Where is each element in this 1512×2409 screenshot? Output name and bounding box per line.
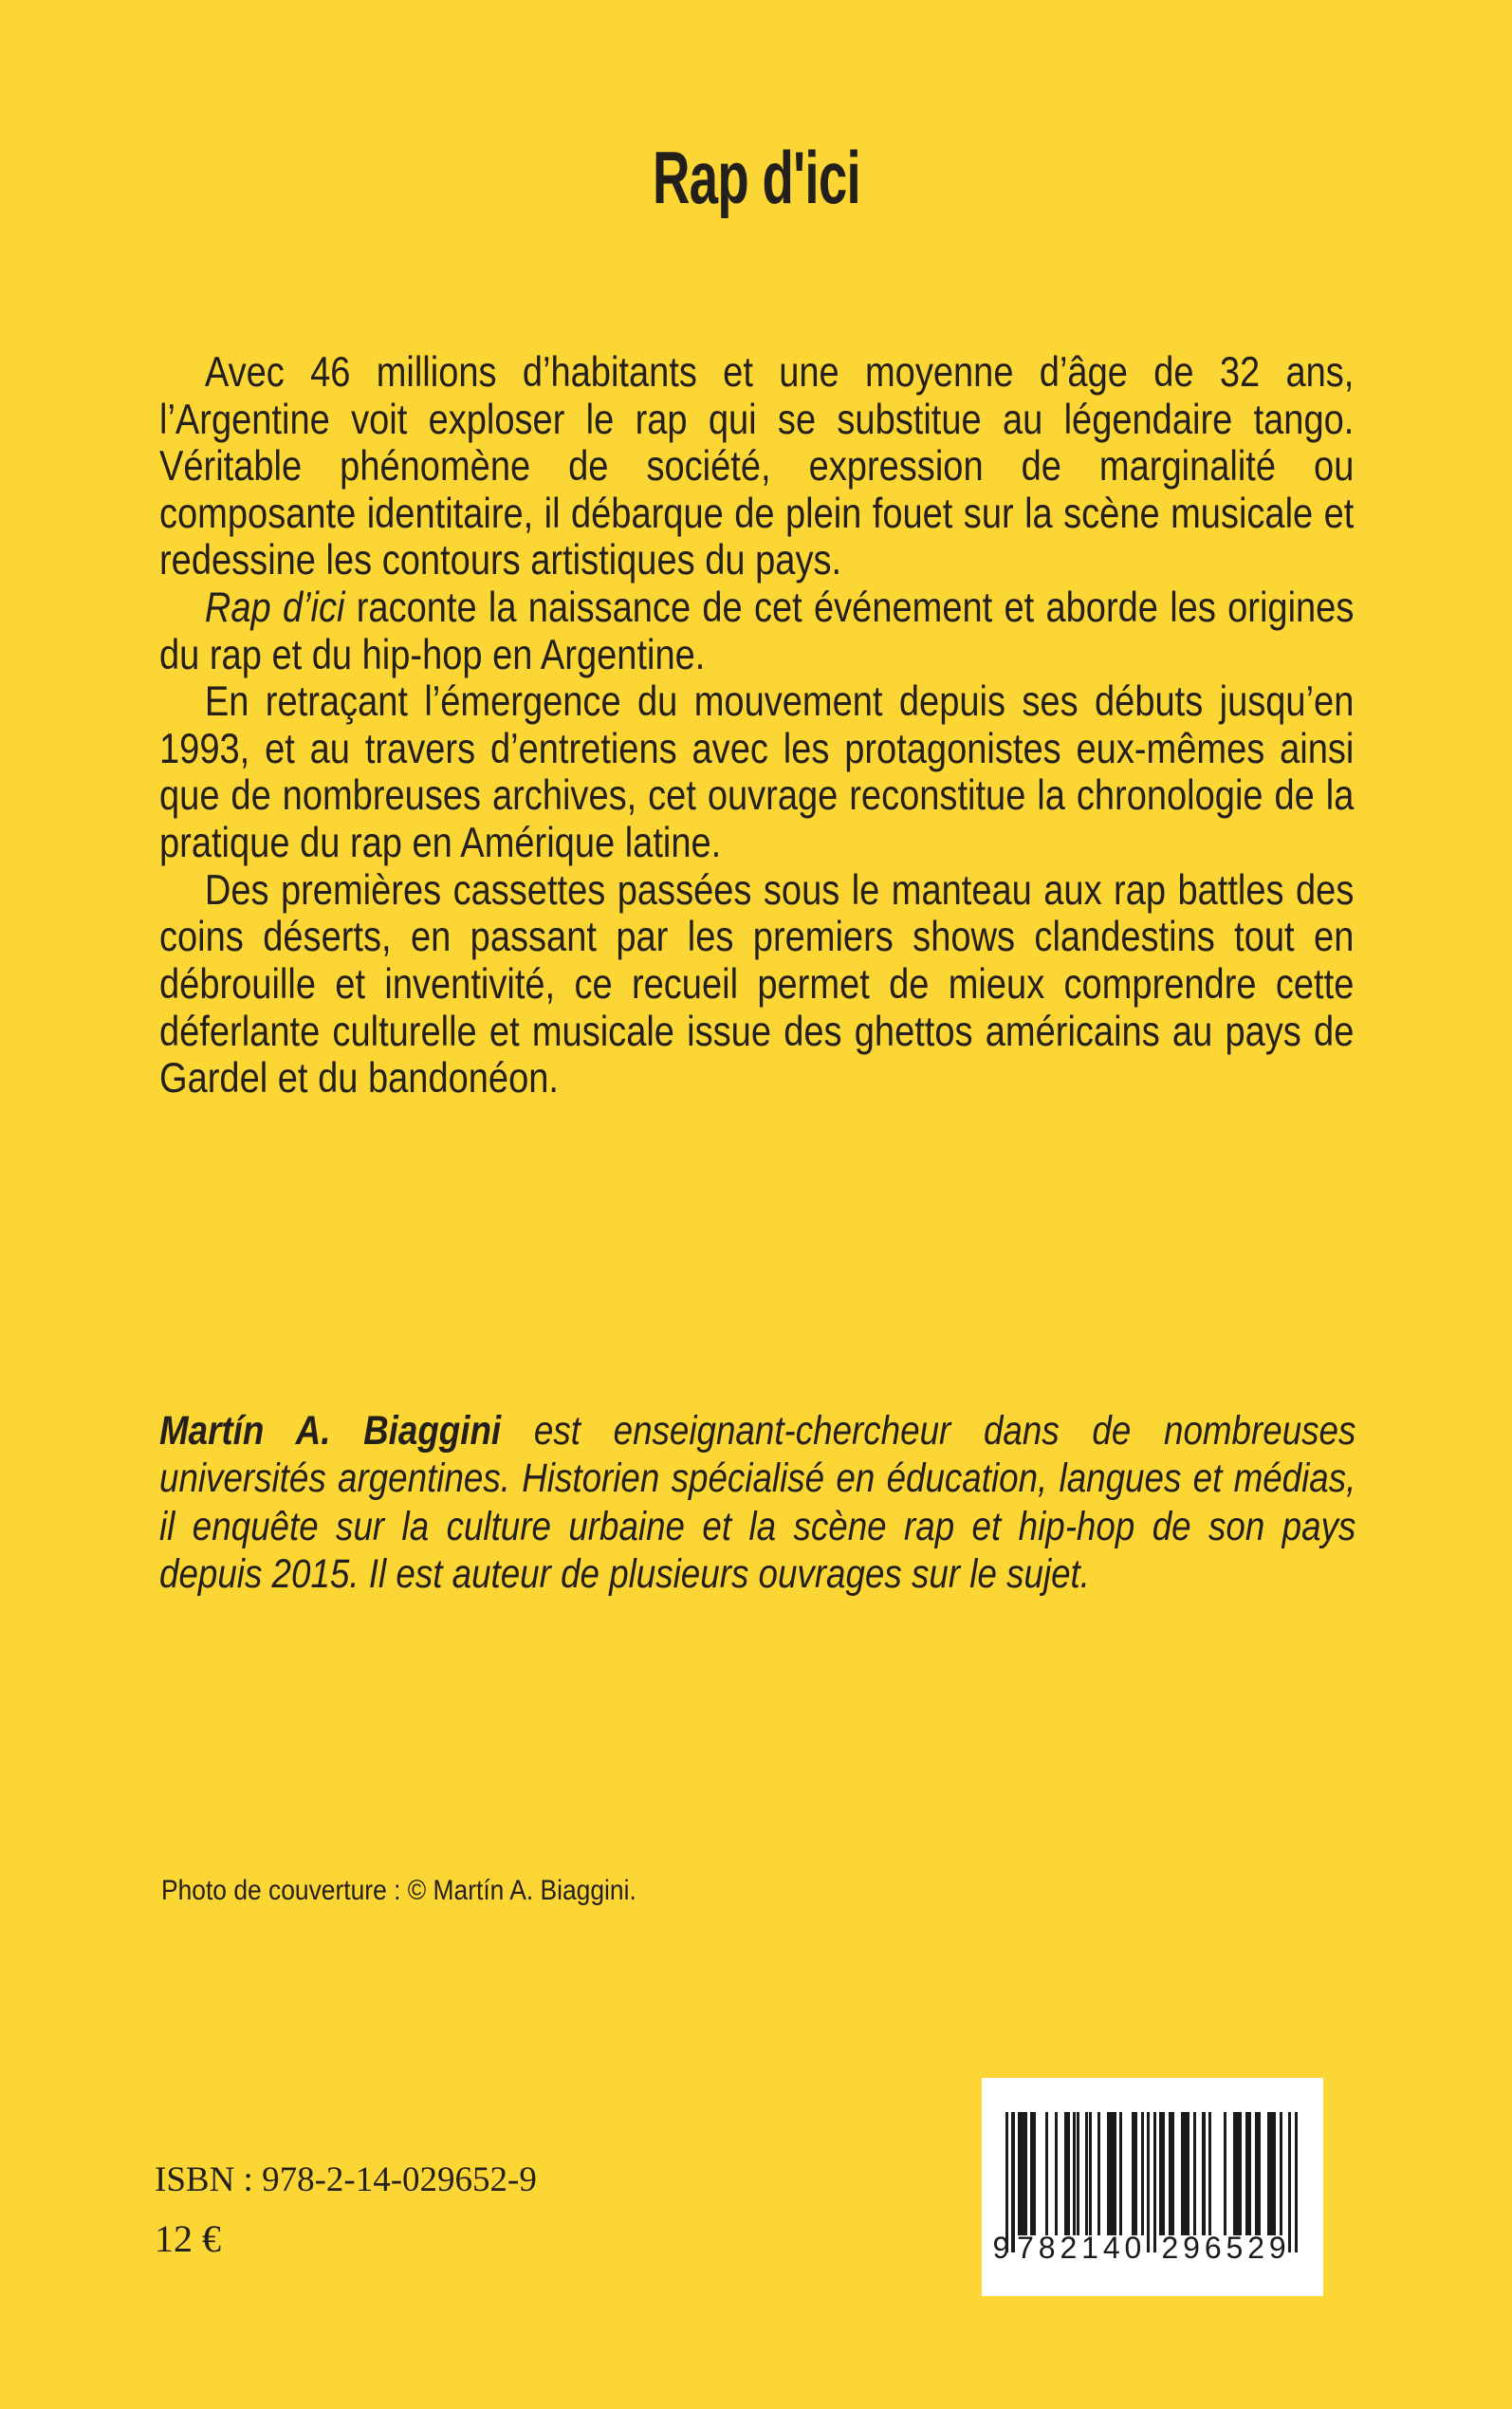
colophon — [155, 2152, 537, 2270]
price-text: 12 € — [155, 2216, 221, 2260]
barcode — [982, 2078, 1323, 2296]
barcode-bars — [1005, 2112, 1306, 2245]
author-bio — [159, 1407, 1356, 1598]
barcode-digit: 9 — [992, 2231, 1011, 2265]
barcode-bar — [1055, 2112, 1058, 2235]
barcode-bar — [1187, 2112, 1189, 2235]
barcode-bar — [1280, 2112, 1282, 2235]
barcode-bar — [1208, 2112, 1211, 2235]
barcode-bar — [1067, 2112, 1070, 2235]
blurb-paragraph-2 — [159, 584, 1354, 678]
barcode-digit: 5 — [1226, 2231, 1245, 2265]
barcode-digit: 4 — [1102, 2231, 1121, 2265]
barcode-bar — [1193, 2112, 1196, 2235]
blurb-paragraph-3-text: En retraçant l’émergence du mouvement depuis ses débuts jusqu’en 1993, et au travers d’entretiens avec les protagonistes eux-mêmes ainsi que de nombreuses archives, cet ouvrage reconstitue la chronologie de la pratique du rap en Amérique latine. — [159, 678, 1355, 867]
barcode-bar — [1202, 2112, 1205, 2235]
barcode-bar — [1239, 2112, 1242, 2235]
barcode-bar — [1089, 2112, 1092, 2235]
blurb-title-mention: Rap d’ici — [204, 584, 345, 632]
blurb-paragraph-4 — [159, 867, 1354, 1103]
barcode-digit: 8 — [1038, 2231, 1057, 2265]
barcode-digits — [992, 2231, 1306, 2265]
barcode-bar — [1273, 2112, 1276, 2235]
barcode-digit: 1 — [1081, 2231, 1099, 2265]
barcode-digit: 2 — [1161, 2231, 1180, 2265]
blurb-text — [159, 349, 1355, 1103]
barcode-bar — [1248, 2112, 1251, 2235]
barcode-bar — [1162, 2112, 1165, 2235]
barcode-digit: 7 — [1017, 2231, 1035, 2265]
blurb-paragraph-4-text: Des premières cassettes passées sous le manteau aux rap battles des coins déserts, en passant par les premiers shows clandestins tout en débrouille et inventivité, ce recueil permet de mieux comprendre cette déferlante culturelle et musicale issue des ghettos américains au pays de Gardel et du bandonéon. — [159, 866, 1355, 1103]
barcode-bar — [1141, 2112, 1144, 2235]
author-name: Martín A. Biaggini — [159, 1408, 502, 1454]
blurb-paragraph-2-text: raconte la naissance de cet événement et aborde les origines du rap et du hip-hop en Argentine. — [159, 584, 1355, 678]
author-bio-text: est enseignant-chercheur dans de nombreuses universités argentines. Historien spécialisé en éducation, langues et médias, il enquête sur la culture urbaine et la scène rap et hip-hop de son pays depuis 2015. Il est auteur de plusieurs ouvrages sur le sujet. — [159, 1408, 1356, 1597]
barcode-digit: 2 — [1060, 2231, 1079, 2265]
barcode-bar — [1097, 2112, 1100, 2235]
blurb-paragraph-1-text: Avec 46 millions d’habitants et une moyenne d’âge de 32 ans, l’Argentine voit exploser le rap qui se substitue au légendaire tango. Véritable phénomène de société, expression de marginalité ou composante identitaire, il débarque de plein fouet sur la scène musicale et redessine les contours artistiques du pays. — [159, 349, 1355, 584]
photo-credit: Photo de couverture : © Martín A. Biaggini. — [161, 1875, 636, 1906]
page-title: Rap d'ici — [652, 136, 860, 219]
author-bio-paragraph — [159, 1407, 1355, 1598]
title-block — [0, 136, 1512, 219]
isbn-text: ISBN : 978-2-14-029652-9 — [155, 2160, 537, 2199]
barcode-bar — [1224, 2112, 1226, 2235]
barcode-bar — [1134, 2112, 1137, 2235]
barcode-bar — [1077, 2112, 1079, 2235]
barcode-bar — [1023, 2112, 1026, 2235]
blurb-paragraph-1 — [159, 349, 1354, 584]
barcode-inner — [992, 2112, 1306, 2289]
barcode-bar — [1258, 2112, 1261, 2235]
blurb-paragraph-3 — [159, 678, 1354, 866]
barcode-digit: 9 — [1183, 2231, 1201, 2265]
barcode-digit: 9 — [1268, 2231, 1287, 2265]
barcode-bar — [1033, 2112, 1036, 2235]
barcode-bar — [1119, 2112, 1122, 2235]
barcode-bar — [1045, 2112, 1048, 2235]
barcode-digit: 6 — [1204, 2231, 1223, 2265]
barcode-bar — [1113, 2112, 1116, 2235]
barcode-bar — [1171, 2112, 1174, 2235]
barcode-digit: 2 — [1247, 2231, 1266, 2265]
barcode-digit: 0 — [1124, 2231, 1143, 2265]
